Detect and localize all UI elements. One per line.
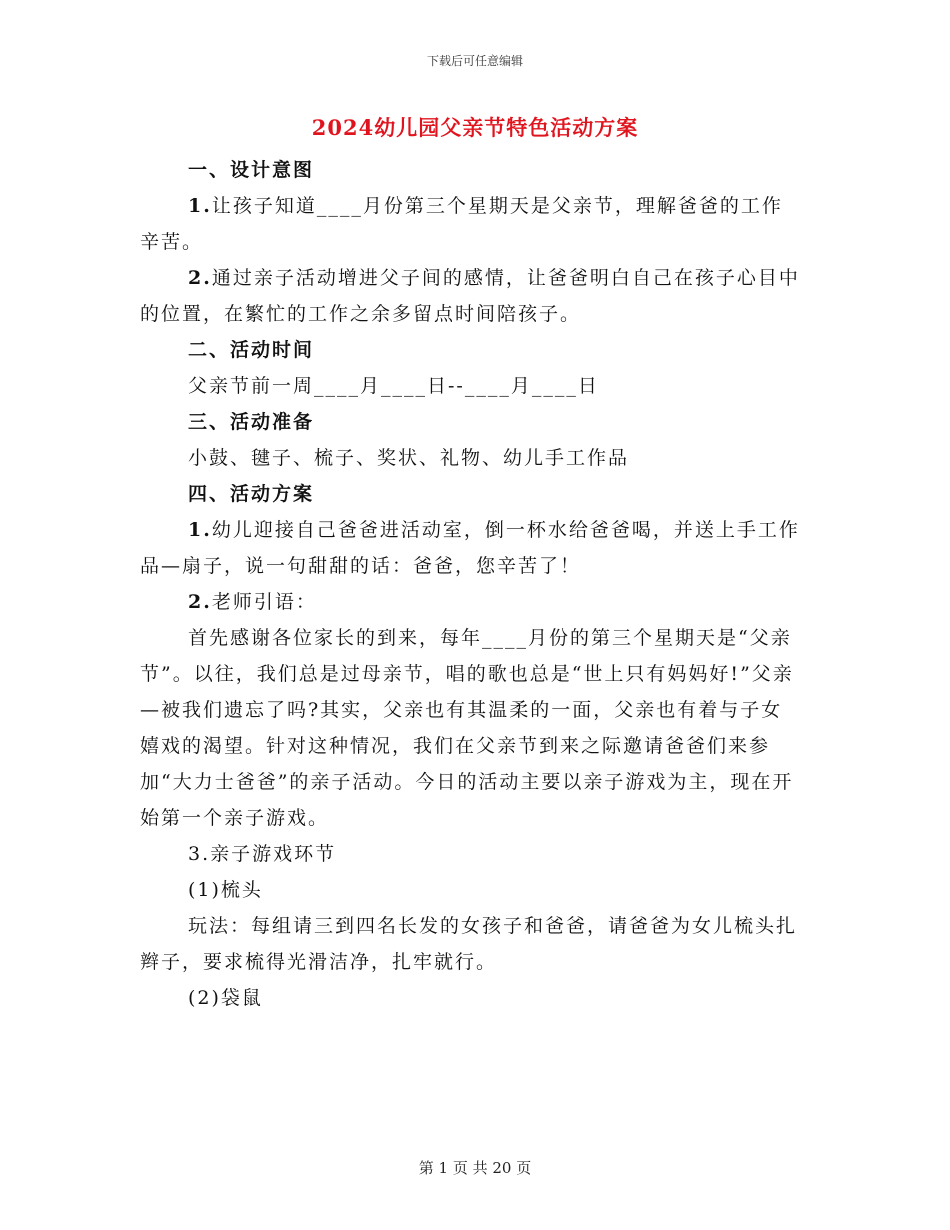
page-title: 2024幼儿园父亲节特色活动方案 (311, 115, 639, 140)
paragraph-text: 让孩子知道____月份第三个星期天是父亲节，理解爸爸的工作辛苦。 (140, 195, 783, 253)
item-number: 1. (188, 519, 212, 541)
header-note: 下载后可任意编辑 (426, 54, 523, 68)
item-number: 2. (188, 267, 212, 289)
section-heading: 一、设计意图 (188, 159, 315, 181)
paragraph: (1)梳头 (188, 879, 263, 901)
paragraph: 3.亲子游戏环节 (188, 843, 337, 865)
paragraph: (2)袋鼠 (188, 987, 263, 1009)
item-number: 1. (188, 195, 212, 217)
item-number: 2. (188, 591, 212, 613)
document-body (140, 152, 800, 1016)
paragraph: 小鼓、毽子、梳子、奖状、礼物、幼儿手工作品 (188, 447, 630, 469)
section-heading: 二、活动时间 (188, 339, 315, 361)
paragraph: 首先感谢各位家长的到来，每年____月份的第三个星期天是“父亲节”。以往，我们总是过母亲节，唱的歌也总是“世上只有妈妈好!”父亲—被我们遗忘了吗?其实，父亲也有其温柔的一面，父亲也有着与子女嬉戏的渴望。针对这种情况，我们在父亲节到来之际邀请爸爸们来参加“大力士爸爸”的亲子活动。今日的活动主要以亲子游戏为主，现在开始第一个亲子游戏。 (140, 627, 794, 829)
paragraph (140, 260, 800, 332)
paragraph-text: 通过亲子活动增进父子间的感情，让爸爸明白自己在孩子心目中的位置，在繁忙的工作之余多留点时间陪孩子。 (140, 267, 800, 325)
section-heading: 三、活动准备 (188, 411, 315, 433)
paragraph-text: 老师引语： (211, 591, 317, 613)
paragraph (140, 584, 800, 620)
page-footer: 第 1 页 共 20 页 (418, 1159, 532, 1177)
paragraph-text: 幼儿迎接自己爸爸进活动室，倒一杯水给爸爸喝，并送上手工作品—扇子，说一句甜甜的话：爸爸，您辛苦了！ (140, 519, 800, 577)
section-heading: 四、活动方案 (188, 483, 315, 505)
paragraph: 玩法：每组请三到四名长发的女孩子和爸爸，请爸爸为女儿梳头扎辫子，要求梳得光滑洁净，扎牢就行。 (140, 915, 798, 973)
paragraph (140, 188, 800, 260)
paragraph: 父亲节前一周____月____日--____月____日 (188, 375, 599, 397)
paragraph (140, 512, 800, 584)
